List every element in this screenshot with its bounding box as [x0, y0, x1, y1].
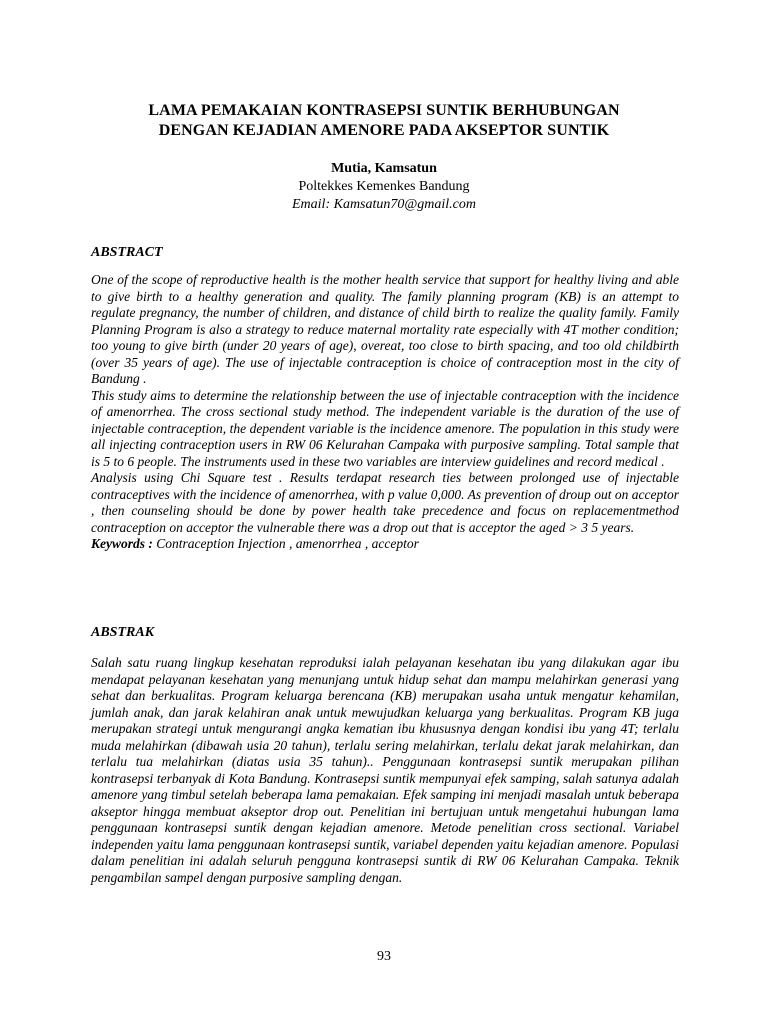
keywords-text: Contraception Injection , amenorrhea , acceptor — [152, 536, 419, 551]
abstract-paragraph-1: One of the scope of reproductive health is the mother health service that support for healthy living and able to give birth to a healthy generation and quality. The family planning program (KB) is an attempt to regulate pregnancy, the number of children, and distance of child birth to realize the quality family. Family Planning Program is also a strategy to reduce maternal mortality rate especially with 4T mother condition; too young to give birth (under 20 years of age), overeat, too close to birth spacing, and too old childbirth (over 35 years of age). The use of injectable contraception is choice of contraception most in the city of Bandung . — [91, 272, 679, 386]
author-email: Email: Kamsatun70@gmail.com — [292, 197, 476, 212]
abstract-heading: ABSTRACT — [91, 245, 163, 260]
abstrak-heading: ABSTRAK — [91, 625, 155, 640]
abstract-body — [91, 272, 679, 553]
abstrak-body — [91, 655, 679, 886]
title-line-1: LAMA PEMAKAIAN KONTRASEPSI SUNTIK BERHUBUNGAN — [148, 102, 620, 119]
page-number: 93 — [377, 949, 391, 964]
keywords-label: Keywords : — [91, 536, 153, 551]
abstract-paragraph-2: This study aims to determine the relationship between the use of injectable contraception with the incidence of amenorrhea. The cross sectional study method. The independent variable is the duration of the use of injectable contraception, the dependent variable is the incidence amenore. The population in this study were all injecting contraception users in RW 06 Kelurahan Campaka with purposive sampling. Total sample that is 5 to 6 people. The instruments used in these two variables are interview guidelines and record medical . — [91, 387, 679, 469]
author-names: Mutia, Kamsatun — [331, 161, 437, 176]
title-line-2: DENGAN KEJADIAN AMENORE PADA AKSEPTOR SUNTIK — [158, 122, 610, 139]
author-affiliation: Poltekkes Kemenkes Bandung — [298, 179, 470, 194]
abstrak-paragraph-1: Salah satu ruang lingkup kesehatan reproduksi ialah pelayanan kesehatan ibu yang dilakukan agar ibu mendapat pelayanan kesehatan yang menunjang untuk hidup sehat dan mampu melahirkan generasi yang sehat dan berkualitas. Program keluarga berencana (KB) merupakan usaha untuk mengatur kehamilan, jumlah anak, dan jarak kelahiran anak untuk mewujudkan keluarga yang berkualitas. Program KB juga merupakan strategi untuk mengurangi angka kematian ibu khususnya dengan kondisi ibu yang 4T; terlalu muda melahirkan (dibawah usia 20 tahun), terlalu sering melahirkan, terlalu dekat jarak melahirkan, dan terlalu tua melahirkan (diatas usia 35 tahun).. Penggunaan kontrasepsi suntik merupakan pilihan kontrasepsi terbanyak di Kota Bandung. Kontrasepsi suntik mempunyai efek samping, salah satunya adalah amenore yang timbul setelah beberapa lama pemakaian. Efek samping ini menjadi masalah untuk beberapa akseptor hingga membuat akseptor drop out. Penelitian ini bertujuan untuk mengetahui hubungan lama penggunaan kontrasepsi suntik dengan kejadian amenore. Metode penelitian cross sectional. Variabel independen yaitu lama penggunaan kontrasepsi suntik, variabel dependen yaitu kejadian amenore. Populasi dalam penelitian ini adalah seluruh pengguna kontrasepsi suntik di RW 06 Kelurahan Campaka. Teknik pengambilan sampel dengan purposive sampling dengan. — [91, 655, 679, 885]
keywords-line — [91, 536, 679, 553]
author-block — [0, 160, 768, 214]
paper-title — [0, 101, 768, 141]
abstract-paragraph-3: Analysis using Chi Square test . Results terdapat research ties between prolonged use of injectable contraceptives with the incidence of amenorrhea, with p value 0,000. As prevention of droup out on acceptor , then counseling should be done by power health take precedence and focus on replacementmethod contraception on acceptor the vulnerable there was a drop out that is acceptor the aged > 3 5 years. — [91, 470, 679, 535]
